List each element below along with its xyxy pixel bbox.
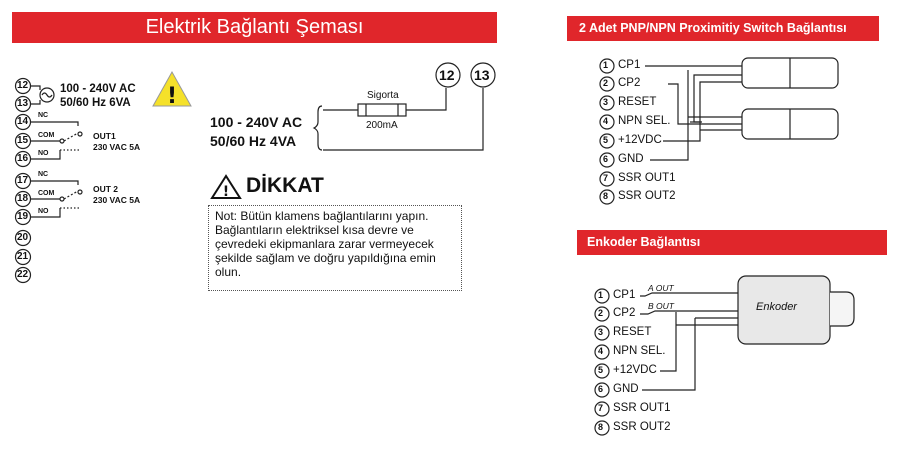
pnp-pin-number: 2 bbox=[603, 78, 609, 88]
terminal-label: 20 bbox=[17, 232, 29, 243]
encoder-b-out-label: B OUT bbox=[648, 301, 674, 311]
terminal-label: 15 bbox=[17, 135, 29, 146]
relay2-rating: 230 VAC 5A bbox=[93, 195, 141, 205]
svg-text:!: ! bbox=[222, 184, 230, 200]
encoder-section-title: Enkoder Bağlantısı bbox=[577, 230, 887, 255]
caution-note: Not: Bütün klamens bağlantılarını yapın. Bağlantıların elektriksel kısa devre ve çevredeki ekipmanlara zarar vermeyecek şekilde sağlam ve doğru yapıldığına emin olun. bbox=[208, 205, 462, 291]
caution-title: DİKKAT bbox=[246, 174, 324, 197]
encoder-a-out-label: A OUT bbox=[648, 283, 674, 293]
power-spec-line2: 50/60 Hz 6VA bbox=[60, 97, 131, 109]
pnp-pin-number: 1 bbox=[603, 60, 609, 70]
terminal-label: 12 bbox=[17, 80, 29, 91]
pnp-pin-label: +12VDC bbox=[618, 134, 662, 146]
relay2-com-label: COM bbox=[38, 190, 55, 197]
encoder-pin-label: +12VDC bbox=[613, 364, 657, 376]
pnp-pin-label: GND bbox=[618, 153, 644, 165]
warning-triangle-icon bbox=[153, 72, 191, 109]
pnp-pin-number: 6 bbox=[603, 154, 609, 164]
pnp-pin-label: RESET bbox=[618, 96, 657, 108]
terminal-label: 21 bbox=[17, 251, 29, 262]
supply-terminal-12: 12 bbox=[439, 67, 455, 83]
pnp-pin-label: SSR OUT2 bbox=[618, 190, 676, 202]
encoder-pin-number: 3 bbox=[598, 327, 604, 337]
relay2-no-label: NO bbox=[38, 208, 49, 215]
supply-terminal-13: 13 bbox=[474, 67, 490, 83]
supply-spec-line2: 50/60 Hz 4VA bbox=[210, 133, 297, 149]
pnp-pin-number: 5 bbox=[603, 135, 609, 145]
relay2-nc-label: NC bbox=[38, 171, 49, 178]
relay1-rating: 230 VAC 5A bbox=[93, 142, 141, 152]
terminal-label: 18 bbox=[17, 193, 29, 204]
pnp-pin-number: 8 bbox=[603, 191, 609, 201]
pnp-pin-label: CP2 bbox=[618, 77, 641, 89]
fuse-rating: 200mA bbox=[366, 120, 398, 131]
terminal-label: 14 bbox=[17, 116, 29, 127]
pnp-pin-number: 7 bbox=[603, 173, 609, 183]
pnp-pin-label: SSR OUT1 bbox=[618, 172, 676, 184]
encoder-pin-number: 7 bbox=[598, 403, 604, 413]
encoder-pin-label: NPN SEL. bbox=[613, 345, 666, 357]
relay2-name: OUT 2 bbox=[93, 184, 119, 194]
encoder-pin-label: RESET bbox=[613, 326, 652, 338]
caution-triangle-icon bbox=[212, 176, 240, 200]
terminal-label: 16 bbox=[17, 153, 29, 164]
pnp-pin-number: 3 bbox=[603, 97, 609, 107]
pnp-pin-label: CP1 bbox=[618, 59, 641, 71]
terminal-label: 17 bbox=[17, 175, 29, 186]
encoder-pin-label: SSR OUT1 bbox=[613, 402, 671, 414]
encoder-name: Enkoder bbox=[756, 301, 797, 313]
terminal-label: 22 bbox=[17, 269, 29, 280]
encoder-pin-number: 8 bbox=[598, 422, 604, 432]
relay1-nc-label: NC bbox=[38, 112, 49, 119]
relay1-name: OUT1 bbox=[93, 131, 116, 141]
svg-text:!: ! bbox=[166, 84, 178, 109]
encoder-pin-number: 2 bbox=[598, 308, 604, 318]
encoder-pin-number: 5 bbox=[598, 365, 604, 375]
encoder-pin-number: 1 bbox=[598, 290, 604, 300]
encoder-pin-label: CP2 bbox=[613, 307, 636, 319]
supply-spec-line1: 100 - 240V AC bbox=[210, 114, 303, 130]
relay1-com-label: COM bbox=[38, 132, 55, 139]
pnp-pin-number: 4 bbox=[603, 116, 609, 126]
fuse-label: Sigorta bbox=[367, 90, 399, 101]
pnp-pin-label: NPN SEL. bbox=[618, 115, 671, 127]
encoder-pin-label: SSR OUT2 bbox=[613, 421, 671, 433]
encoder-pin-label: GND bbox=[613, 383, 639, 395]
encoder-pin-number: 6 bbox=[598, 384, 604, 394]
pnp-section-title: 2 Adet PNP/NPN Proximitiy Switch Bağlantısı bbox=[567, 16, 879, 41]
encoder-pin-label: CP1 bbox=[613, 289, 636, 301]
encoder-pin-number: 4 bbox=[598, 346, 604, 356]
power-spec-line1: 100 - 240V AC bbox=[60, 83, 136, 95]
relay1-no-label: NO bbox=[38, 150, 49, 157]
terminal-label: 13 bbox=[17, 98, 29, 109]
main-title: Elektrik Bağlantı Şeması bbox=[12, 12, 497, 43]
terminal-label: 19 bbox=[17, 211, 29, 222]
